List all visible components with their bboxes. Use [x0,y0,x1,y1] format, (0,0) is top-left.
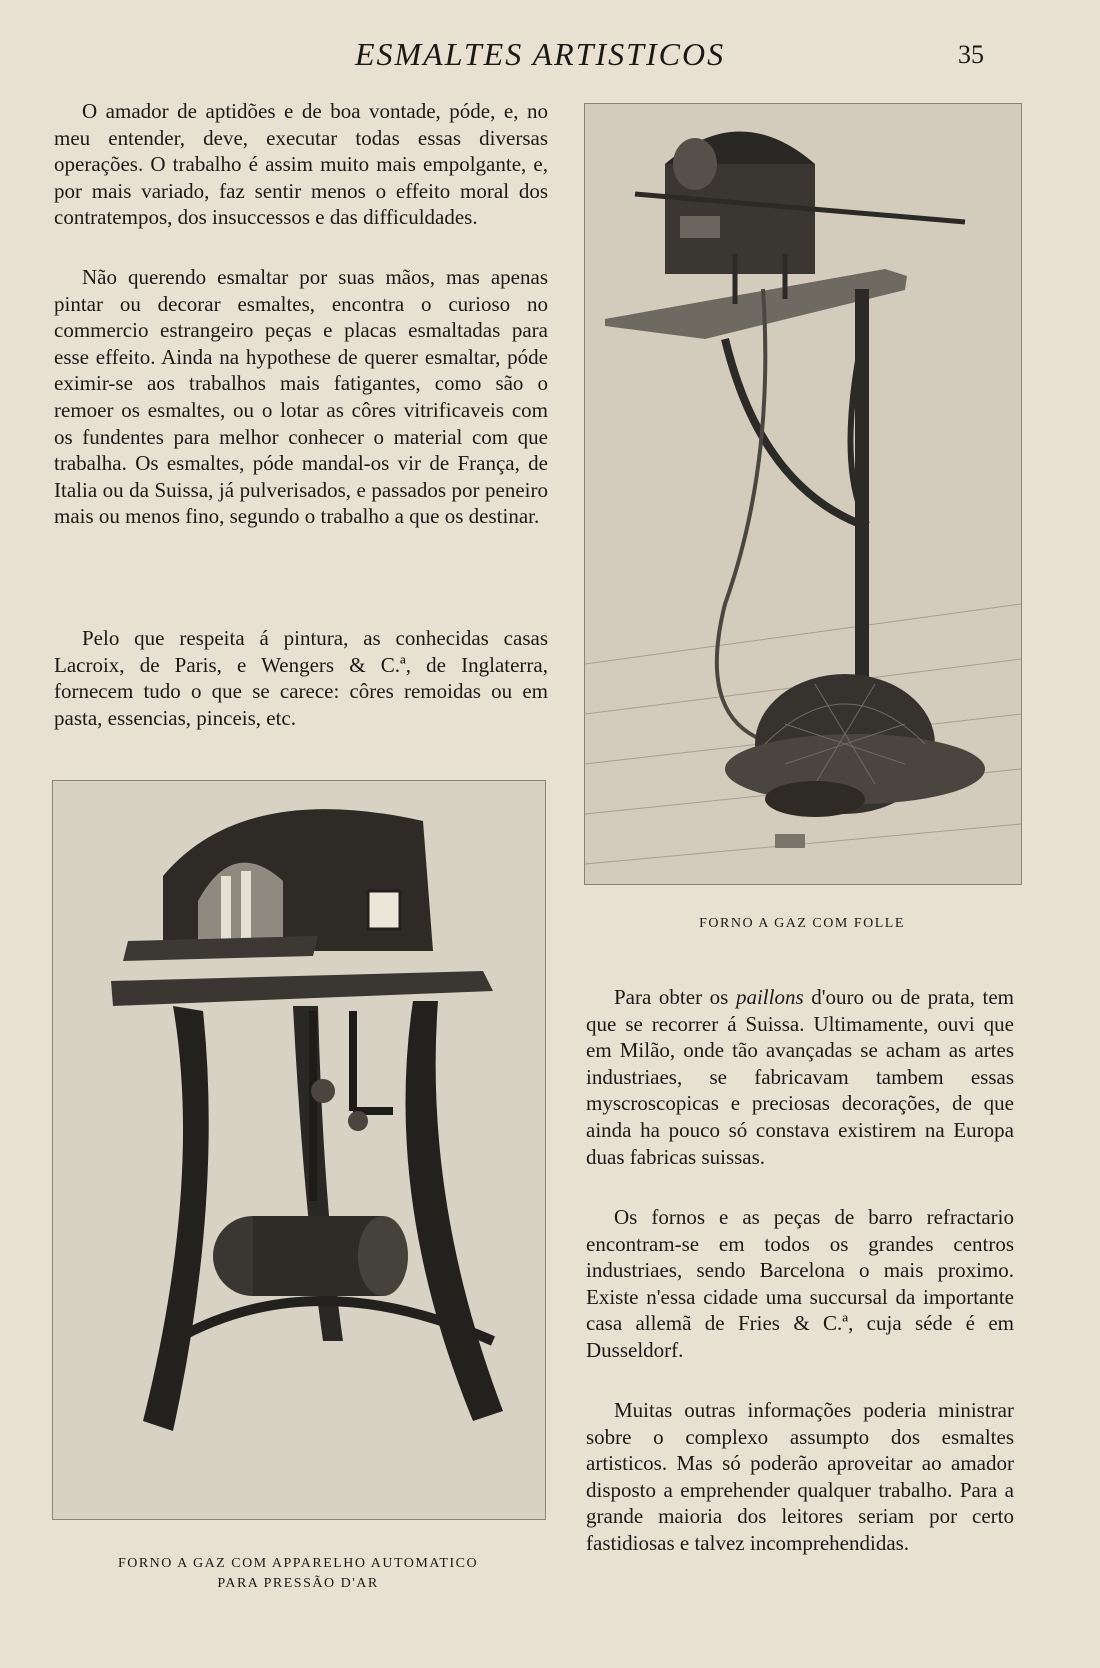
figure-furnace-with-bellows [584,103,1022,885]
page-number: 35 [958,40,984,69]
figure-furnace-automatic [52,780,546,1520]
paragraph-informacoes: Muitas outras informações poderia ministrar sobre o complexo assumpto dos esmaltes artisticos. Mas só poderão aproveitar ao amador disposto a emprehender qualquer trabalho. Para a grande maioria dos leitores seriam por certo fastidiosas e talvez incomprehendidas. [586,1398,1014,1555]
paillons-italic-word: paillons [735,985,804,1009]
paragraph-amador: O amador de aptidões e de boa vontade, póde, e, no meu entender, deve, executar todas essas diversas operações. O trabalho é assim muito mais empolgante, e, por mais variado, faz sentir menos o effeito moral dos contratempos, dos insuccessos e das difficuldades. [54,99,548,230]
caption-line-2: PARA PRESSÃO D'AR [217,1576,379,1591]
paragraph-pintura: Pelo que respeita á pintura, as conhecidas casas Lacroix, de Paris, e Wengers & C.ª, de Inglaterra, fornecem tudo o que se carece: côres remoidas ou em pasta, essencias, pinceis, etc. [54,626,548,730]
paragraph-esmaltar: Não querendo esmaltar por suas mãos, mas apenas pintar ou decorar esmaltes, encontra o curioso no commercio estrangeiro peças e placas esmaltadas para esse effeito. Ainda na hypothese de querer esmaltar, póde eximir-se aos trabalhos mais fatigantes, como são o remoer os esmaltes, ou o lotar as côres vitrificaveis com os fundentes para melhor conhecer o material com que trabalha. Os esmaltes, póde mandal-os vir de França, de Italia ou da Suissa, já pulverisados, e passados por peneiro mais ou menos fino, segundo o trabalho a que os destinar. [54,265,548,529]
paragraph-paillons [586,984,1014,1170]
paillons-text-after: d'ouro ou de prata, tem que se recorrer á Suissa. Ultimamente, ouvi que em Milão, onde tão avançadas se acham as artes industriaes, se fabricavam tambem essas myscroscopicas e preciosas decorações, de que ainda ha pouco só constava existirem na Europa duas fabricas suissas. [586,985,1014,1169]
running-head-title: ESMALTES ARTISTICOS [354,36,726,72]
figure-caption-automatic [52,1554,544,1594]
figure-caption-bellows: FORNO A GAZ COM FOLLE [699,916,905,931]
caption-line-1: FORNO A GAZ COM APPARELHO AUTOMATICO [117,1556,479,1571]
furnace-bellows-illustration [585,104,1021,884]
furnace-automatic-illustration [53,781,545,1519]
paillons-text-before: Para obter os [614,985,736,1009]
paragraph-fornos: Os fornos e as peças de barro refractario encontram-se em todos os grandes centros industriaes, sendo Barcelona o mais proximo. Existe n'essa cidade uma succursal da importante casa allemã de Fries & C.ª, cuja séde é em Dusseldorf. [586,1205,1014,1362]
